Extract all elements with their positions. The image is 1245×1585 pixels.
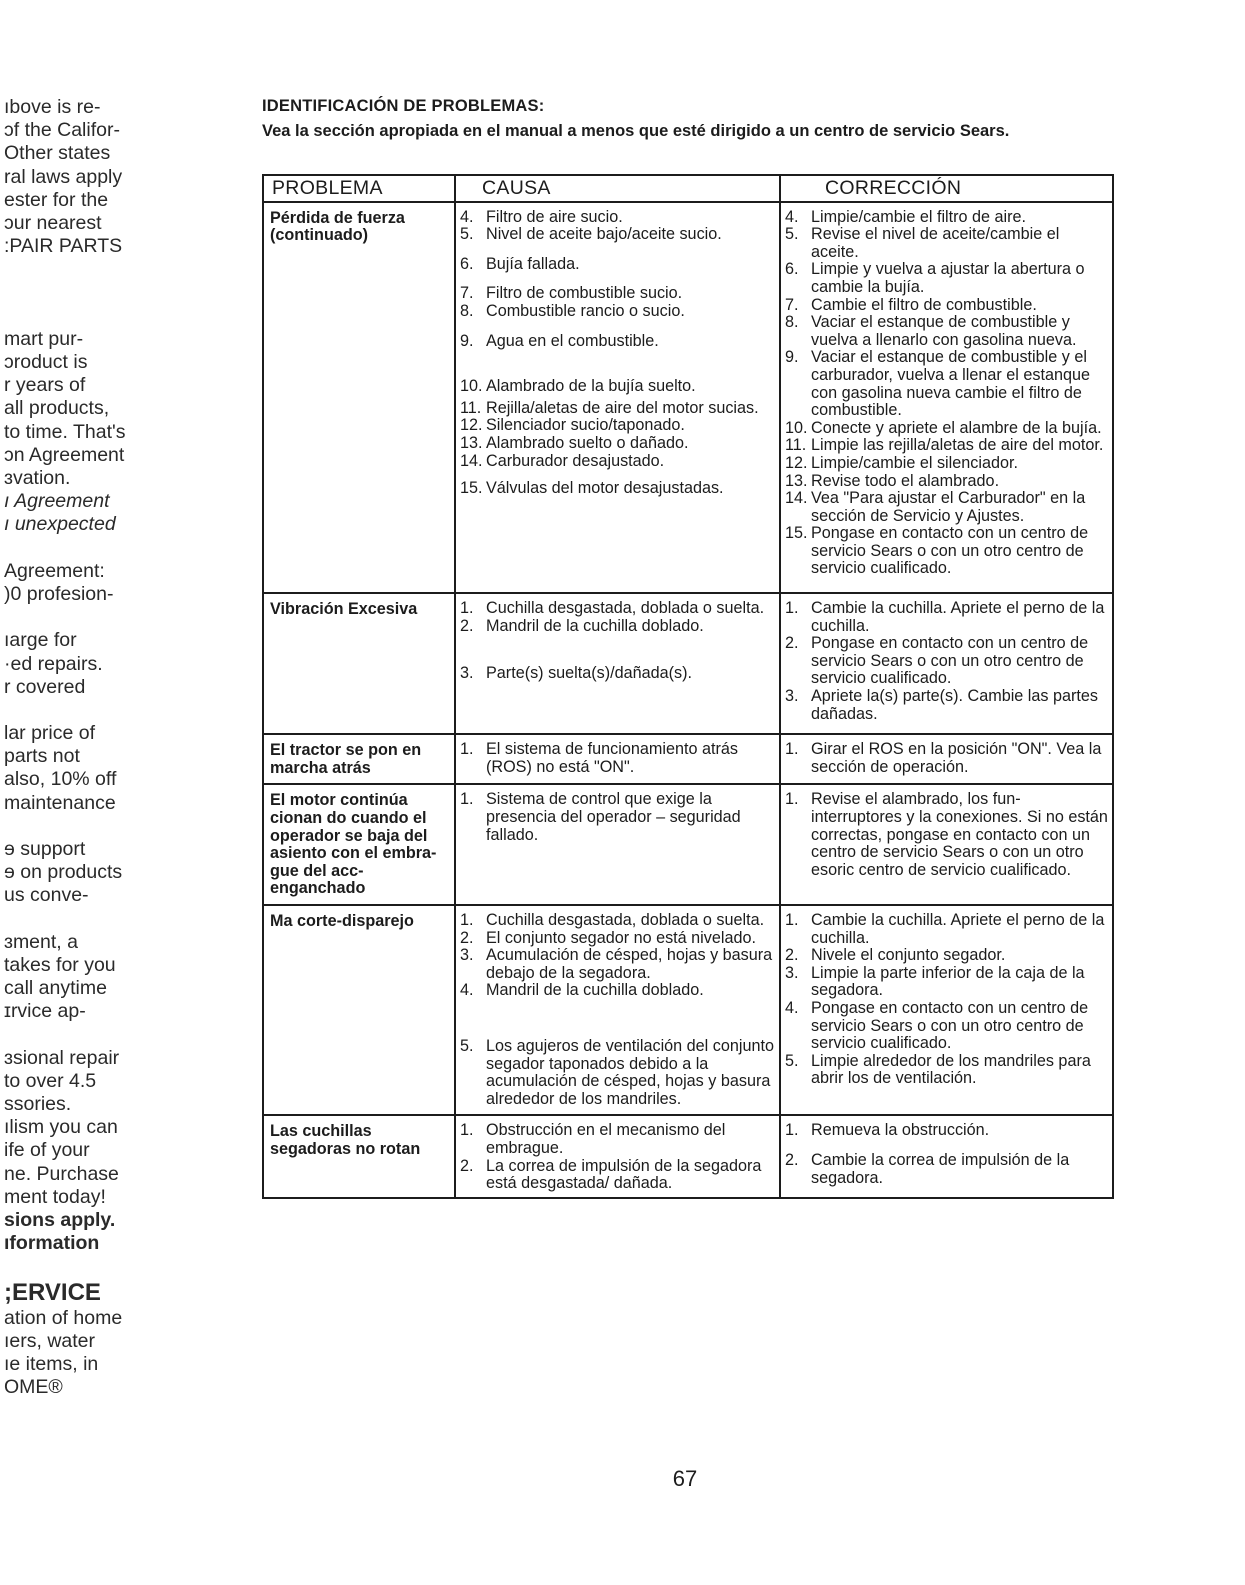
correction-cell — [780, 202, 1113, 593]
item-text: Conecte y apriete el alambre de la bujía. — [811, 418, 1102, 437]
item-text: Cambie el filtro de combustible. — [811, 295, 1037, 314]
list-item — [460, 417, 775, 435]
item-number: 11. — [460, 398, 482, 417]
item-number: 1. — [460, 740, 474, 759]
list-item — [785, 455, 1108, 473]
item-text: Combustible rancio o sucio. — [486, 301, 685, 320]
cause-list — [456, 906, 779, 1114]
item-text: Cambie la cuchilla. Apriete el perno de la cuchilla. — [811, 910, 1105, 947]
item-number: 9. — [460, 331, 474, 350]
cause-cell — [455, 1115, 780, 1197]
list-item — [460, 209, 775, 227]
bleed-line: sions apply. — [4, 1209, 116, 1231]
table-body — [263, 202, 1113, 1198]
item-text: Nivel de aceite bajo/aceite sucio. — [486, 225, 722, 244]
item-text: La correa de impulsión de la segadora está desgastada/ dañada. — [486, 1156, 762, 1193]
item-number: 7. — [460, 284, 474, 303]
cause-cell — [455, 593, 780, 734]
bleed-line — [4, 1255, 164, 1278]
item-text: Limpie y vuelva a ajustar la abertura o cambie la bujía. — [811, 260, 1085, 296]
list-item — [460, 378, 775, 396]
bleed-line: to over 4.5 — [4, 1069, 97, 1092]
item-number: 2. — [785, 1150, 799, 1169]
bleed-line: ment today! — [4, 1185, 106, 1208]
list-item — [460, 947, 775, 982]
item-number: 15. — [785, 524, 808, 543]
list-item — [460, 665, 775, 683]
item-number: 6. — [785, 260, 799, 279]
correction-cell — [780, 905, 1113, 1115]
cause-list — [456, 735, 779, 782]
bleed-line: r covered — [4, 675, 86, 698]
table-row — [263, 593, 1113, 734]
list-item — [460, 400, 775, 418]
item-text: Filtro de combustible sucio. — [486, 284, 683, 303]
problem-cell: Las cuchillas segadoras no rotan — [263, 1115, 455, 1197]
item-number: 13. — [785, 471, 808, 490]
item-number: 4. — [785, 207, 799, 226]
bleed-line: ılism you can — [4, 1116, 118, 1139]
item-text: Remueva la obstrucción. — [811, 1121, 990, 1140]
item-number: 1. — [785, 740, 799, 759]
list-item — [785, 226, 1108, 261]
list-item — [460, 435, 775, 453]
item-number: 5. — [785, 1051, 799, 1070]
bleed-line — [4, 699, 164, 722]
bleed-line: ɘ on products — [4, 861, 123, 884]
bleed-line: OME® — [4, 1376, 63, 1399]
item-number: 3. — [785, 687, 799, 706]
correction-cell — [780, 784, 1113, 905]
list-item — [785, 314, 1108, 349]
item-text: Vea "Para ajustar el Carburador" en la sección de Servicio y Ajustes. — [811, 489, 1086, 525]
item-number: 1. — [460, 1121, 474, 1140]
bleed-line: ɘ support — [4, 838, 86, 860]
item-number: 4. — [785, 998, 799, 1017]
item-text: Girar el ROS en la posición "ON". Vea la sección de operación. — [811, 740, 1102, 776]
problem-cell: Ma corte-disparejo — [263, 905, 455, 1115]
item-number: 2. — [785, 946, 799, 965]
item-number: 12. — [785, 453, 808, 472]
item-number: 14. — [460, 451, 483, 470]
item-number: 2. — [460, 928, 474, 947]
correction-list — [781, 735, 1112, 782]
item-text: Rejilla/aletas de aire del motor sucias. — [486, 398, 759, 417]
list-item — [785, 209, 1108, 227]
page-number: 67 — [672, 1466, 698, 1491]
bleed-line — [4, 282, 164, 305]
list-item — [460, 741, 775, 776]
item-number: 11. — [785, 436, 807, 455]
item-number: 10. — [785, 418, 808, 437]
problem-cell: El motor continúa cionan do cuando el operador se baja del asiento con el embra-gue del acc-enganchado — [263, 784, 455, 905]
item-text: Cambie la correa de impulsión de la segadora. — [811, 1150, 1070, 1187]
list-item — [460, 1122, 775, 1157]
page-title: IDENTIFICACIÓN DE PROBLEMAS: — [262, 97, 545, 115]
bleed-line: also, 10% off — [4, 768, 117, 791]
item-text: Vaciar el estanque de combustible y vuelva a llenarlo con gasolina nueva. — [811, 313, 1077, 349]
bleed-line — [4, 258, 164, 281]
bleed-line: ɜsional repair — [4, 1046, 120, 1069]
list-item — [785, 1122, 1108, 1140]
item-text: Parte(s) suelta(s)/dañada(s). — [486, 664, 693, 683]
item-text: Alambrado de la bujía suelto. — [486, 377, 696, 396]
list-item — [785, 600, 1108, 635]
item-text: Apriete la(s) parte(s). Cambie las partes dañadas. — [811, 687, 1098, 723]
header-problema: PROBLEMA — [263, 175, 455, 202]
bleed-line — [4, 815, 164, 838]
list-item — [460, 982, 775, 1000]
item-text: Agua en el combustible. — [486, 331, 659, 350]
intro-text: Vea la sección apropiada en el manual a menos que esté dirigido a un centro de servicio Sears. — [262, 122, 1010, 140]
item-text: Sistema de control que exige la presencia del operador – seguridad fallado. — [486, 790, 741, 844]
bleed-line: maintenance — [4, 791, 116, 814]
troubleshooting-table — [262, 174, 1114, 1199]
item-number: 1. — [460, 599, 474, 618]
item-text: Revise el alambrado, los fun- interruptores y la conexiones. Si no están correctas, pongase en contacto con un centro de servicio Sears o con un otro esoric centro de servicio cualificado. — [811, 790, 1108, 879]
list-item — [460, 912, 775, 930]
cause-cell — [455, 734, 780, 784]
bleed-line: ;ERVICE — [4, 1278, 101, 1306]
list-item — [785, 965, 1108, 1000]
cause-list — [456, 785, 779, 850]
list-item — [460, 226, 775, 244]
list-item — [785, 1000, 1108, 1053]
correction-list — [781, 1116, 1112, 1191]
list-item — [460, 600, 775, 618]
bleed-line: ssories. — [4, 1093, 72, 1116]
list-item — [460, 930, 775, 948]
bleed-line: Agreement: — [4, 559, 105, 582]
bleed-line: ester for the — [4, 188, 109, 211]
table-header-row — [263, 175, 1113, 202]
list-item — [785, 791, 1108, 879]
item-number: 1. — [785, 1121, 799, 1140]
item-text: Filtro de aire sucio. — [486, 207, 623, 226]
item-number: 5. — [785, 225, 799, 244]
item-number: 7. — [785, 295, 799, 314]
item-number: 3. — [460, 946, 474, 965]
item-text: Cuchilla desgastada, doblada o suelta. — [486, 910, 765, 929]
item-number: 6. — [460, 254, 474, 273]
bleed-line: )0 profesion- — [4, 582, 114, 605]
correction-list — [781, 785, 1112, 885]
item-number: 4. — [460, 207, 474, 226]
item-number: 3. — [460, 664, 474, 683]
cause-list — [456, 1116, 779, 1196]
item-number: 2. — [460, 616, 474, 635]
item-number: 14. — [785, 489, 808, 508]
list-item — [460, 453, 775, 471]
item-number: 5. — [460, 1036, 474, 1055]
list-item — [785, 490, 1108, 525]
bleed-line — [4, 1024, 164, 1047]
item-text: Vaciar el estanque de combustible y el carburador, vuelva a llenar el estanque con gasolina nueva cambie el filtro de combustible. — [811, 348, 1090, 420]
list-item — [785, 437, 1108, 455]
problem-cell: El tractor se pon en marcha atrás — [263, 734, 455, 784]
table-row — [263, 202, 1113, 593]
list-item — [785, 1053, 1108, 1088]
list-item — [785, 297, 1108, 315]
list-item — [785, 635, 1108, 688]
cause-cell — [455, 784, 780, 905]
item-text: Pongase en contacto con un centro de servicio Sears o con un otro centro de servicio cualificado. — [811, 634, 1089, 688]
item-text: Mandril de la cuchilla doblado. — [486, 981, 704, 1000]
item-text: Obstrucción en el mecanismo del embrague. — [486, 1121, 726, 1157]
bleed-line: ı unexpected — [4, 513, 116, 536]
item-text: El sistema de funcionamiento atrás (ROS) no está "ON". — [486, 740, 738, 776]
list-item — [460, 618, 775, 636]
item-text: Válvulas del motor desajustadas. — [486, 479, 724, 498]
item-text: Pongase en contacto con un centro de servicio Sears o con un otro centro de servicio cualificado. — [811, 998, 1089, 1053]
bleed-line: ɜment, a — [4, 930, 78, 953]
item-text: Limpie la parte inferior de la caja de la segadora. — [811, 963, 1085, 1000]
list-item — [785, 473, 1108, 491]
bleed-line: mart pur- — [4, 327, 84, 350]
item-number: 3. — [785, 963, 799, 982]
list-item — [460, 480, 775, 498]
item-number: 1. — [785, 910, 799, 929]
bleed-line: ıformation — [4, 1232, 100, 1255]
list-item — [460, 285, 775, 303]
item-number: 8. — [460, 301, 474, 320]
item-text: Pongase en contacto con un centro de servicio Sears o con un otro centro de servicio cualificado. — [811, 524, 1089, 578]
bleed-line — [4, 908, 164, 931]
cause-list — [456, 203, 779, 512]
problem-cell: Pérdida de fuerza (continuado) — [263, 202, 455, 593]
item-text: Alambrado suelto o dañado. — [486, 433, 689, 452]
item-number: 2. — [460, 1156, 474, 1175]
bleed-line: ɔur nearest — [4, 211, 102, 234]
bleed-line: ɔf the Califor- — [4, 119, 120, 142]
item-text: Limpie/cambie el silenciador. — [811, 453, 1018, 472]
item-number: 15. — [460, 479, 483, 498]
list-item — [785, 349, 1108, 419]
bleed-line: :PAIR PARTS — [4, 235, 123, 258]
bleed-line: ral laws apply — [4, 165, 123, 188]
item-text: Los agujeros de ventilación del conjunto segador taponados debido a la acumulación de césped, hojas y basura alrededor de los mandriles. — [486, 1036, 774, 1108]
correction-list — [781, 906, 1112, 1094]
correction-cell — [780, 593, 1113, 734]
left-page-bleed — [4, 96, 164, 1399]
bleed-line: ɪrvice ap- — [4, 1000, 86, 1023]
item-text: El conjunto segador no está nivelado. — [486, 928, 756, 947]
header-causa: CAUSA — [455, 175, 780, 202]
bleed-line: ıers, water — [4, 1329, 96, 1352]
bleed-line: lar price of — [4, 722, 96, 745]
bleed-line — [4, 537, 164, 560]
bleed-line: ıarge for — [4, 629, 77, 652]
cause-list — [456, 594, 779, 693]
bleed-line: ı Agreement — [4, 490, 110, 513]
item-number: 2. — [785, 634, 799, 653]
list-item — [460, 333, 775, 351]
correction-list — [781, 203, 1112, 592]
bleed-line: ne. Purchase — [4, 1162, 119, 1185]
bleed-line: to time. That's — [4, 420, 126, 443]
item-number: 9. — [785, 348, 799, 367]
bleed-line: takes for you — [4, 953, 116, 976]
item-text: Silenciador sucio/taponado. — [486, 416, 685, 435]
list-item — [785, 947, 1108, 965]
list-item — [785, 525, 1108, 578]
item-text: Limpie alrededor de los mandriles para abrir los de ventilación. — [811, 1051, 1091, 1088]
item-text: Revise todo el alambrado. — [811, 471, 1000, 490]
bleed-line: all products, — [4, 397, 110, 420]
bleed-line: us conve- — [4, 884, 89, 907]
bleed-line: parts not — [4, 745, 80, 768]
bleed-line: call anytime — [4, 977, 107, 1000]
bleed-line: ɜvation. — [4, 467, 71, 489]
correction-list — [781, 594, 1112, 733]
bleed-line: Other states — [4, 142, 111, 165]
item-number: 12. — [460, 416, 483, 435]
correction-cell — [780, 1115, 1113, 1197]
item-number: 1. — [785, 790, 799, 809]
header-correccion: CORRECCIÓN — [780, 175, 1113, 202]
item-number: 5. — [460, 225, 474, 244]
item-text: Mandril de la cuchilla doblado. — [486, 616, 704, 635]
item-number: 1. — [460, 790, 474, 809]
list-item — [785, 1152, 1108, 1187]
cause-cell — [455, 905, 780, 1115]
list-item — [460, 303, 775, 321]
item-number: 13. — [460, 433, 483, 452]
bleed-line: r years of — [4, 374, 86, 397]
bleed-line: ɔn Agreement — [4, 443, 125, 466]
item-text: Acumulación de césped, hojas y basura debajo de la segadora. — [486, 946, 773, 982]
table-row — [263, 784, 1113, 905]
item-text: Limpie/cambie el filtro de aire. — [811, 207, 1027, 226]
list-item — [785, 261, 1108, 296]
table-row — [263, 905, 1113, 1115]
item-text: Bujía fallada. — [486, 254, 580, 273]
item-text: Revise el nivel de aceite/cambie el aceite. — [811, 225, 1060, 261]
item-number: 10. — [460, 377, 483, 396]
item-text: Limpie las rejilla/aletas de aire del motor. — [811, 436, 1104, 455]
table-row — [263, 1115, 1113, 1197]
bleed-line: ·ed repairs. — [4, 652, 103, 675]
list-item — [460, 256, 775, 274]
item-text: Nivele el conjunto segador. — [811, 946, 1006, 965]
bleed-line: ıbove is re- — [4, 96, 101, 118]
item-number: 8. — [785, 313, 799, 332]
item-number: 1. — [460, 910, 474, 929]
list-item — [460, 1158, 775, 1193]
list-item — [460, 1038, 775, 1108]
list-item — [785, 912, 1108, 947]
item-text: Carburador desajustado. — [486, 451, 665, 470]
bleed-line — [4, 305, 164, 328]
bleed-line: ɔroduct is — [4, 351, 88, 374]
correction-cell — [780, 734, 1113, 784]
item-number: 4. — [460, 981, 474, 1000]
table-row — [263, 734, 1113, 784]
item-text: Cambie la cuchilla. Apriete el perno de la cuchilla. — [811, 599, 1105, 635]
list-item — [785, 741, 1108, 776]
list-item — [785, 688, 1108, 723]
item-number: 1. — [785, 599, 799, 618]
bleed-line: ife of your — [4, 1139, 90, 1162]
cause-cell — [455, 202, 780, 593]
list-item — [460, 791, 775, 844]
bleed-line: ation of home — [4, 1306, 123, 1329]
problem-cell: Vibración Excesiva — [263, 593, 455, 734]
list-item — [785, 420, 1108, 438]
bleed-line — [4, 606, 164, 629]
bleed-line: ıe items, in — [4, 1352, 99, 1375]
item-text: Cuchilla desgastada, doblada o suelta. — [486, 599, 765, 618]
